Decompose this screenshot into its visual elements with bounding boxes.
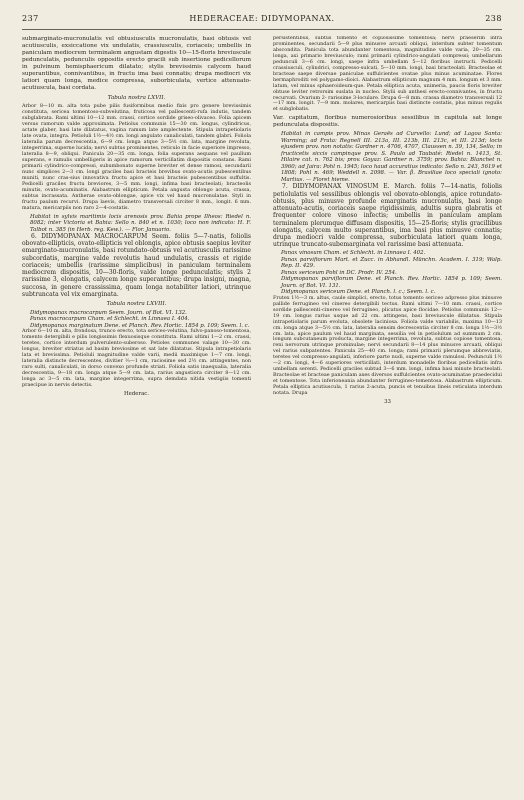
citation: Didymopanax marginatum Dene. et Planch. Rev. Hortic. 1854 p. 109; Seem. l. c. <box>30 322 250 329</box>
signature-mark: 33 <box>384 399 391 406</box>
plate-reference: Tabula nostra LXVIII. <box>106 300 167 307</box>
body-paragraph: 6. DIDYMOPANAX MACROCARPUM Seem. foliis 5—7-natis, foliolis obovato-ellipticis, ovato-ellipticis vel oblongis, apice obtusis saepius leviter emarginato-mucronulatis, basi rotundato-obtusis vel acutiusculis rarissime subcordatis, margine valde revolutis haud undulatis, crassis et rigide coriaceis; umbellis (rarissime simplicibus) in paniculam terminalem mediocrem dispositis, 10—30-floris, valde longe pedunculatis; stylis 2 rarissime 3, elongatis, calycem longe superantibus; drupa insigni, magna, succosa, in genere crassissima, quam longa notabiliter latiori, utrinque subtruncata vel vix emarginata. <box>22 233 251 298</box>
citation: Panax vinosum Cham. et Schlecht. in Linnaea I. 402. <box>281 250 426 257</box>
left-column <box>22 36 251 788</box>
citation: Panax sericeum Pohl in DC. Prodr. IV. 254. <box>281 269 397 276</box>
signature-mark: Hederac. <box>123 390 150 397</box>
left-page-number: 237 <box>22 14 39 23</box>
body-paragraph: submarginato-mucronulatis vel obtusiusculis mucronulatis, basi obtusis vel acutiusculis, exsiccatione vix undulatis, crassiusculis, coriaceis; umbellis in paniculam mediocrem terminalem angustam digestis 10—15-floris breviuscule pedunculatis, pedunculis oppositis erecto gracili sub insertione pedicellorum in pulvinum hemisphaericum dilatato; stylis brevissimis calycem haud superantibus, connivantibus, in fructu ima basi connatis; drupa mediocri vix latiori quam longa, medice compressa, suborbiculata, vertice attenuato-acutiuscula, basi cordata. <box>22 36 251 92</box>
citation: Panax parvifiorum Mart. et Zucc. in Abhandl. Münchn. Academ. I. 319; Walp. Rep. II. 429. <box>281 256 502 270</box>
description-paragraph: persistentibus, subtus tomento et copiosissime tomentosa; nervi praeserim infra prominentes, secundarii 5—9 plus minusve arcuati obliqui, interdum subter tomentum abscondita. Panicula tota abundanter tomentosa, magnitudine valde varia, 20—35 cm. longa, axi primario breviusculo; rami primarii cylindrico-angulati compressi; umbellarum pedunculi 3—6 cm. longi, saepe infra umbellam 5—12 floribus instructi. Pedicelli crassiusculi, cylindrici, compresso-sulcati, 5—10 mm. longi, basi bracteolati. Bracteolae et bracteae saepe diversae paniculae suffulcientes ovatae plus minus acuminatae. Flores hermaphroditi vel polygamo-dioici. Alabastrum ellipticum magnum 4 mm. longum et 3 mm. latum, vel minus sphaeroideum-que. Petala elliptica acuta, unimeria, paucis floris breviter obtuse leviter retrorsim suslata in nucleo. Stylii sub anthesi erecto-connivantes, in fructu recurvati. Ovarium 2- rarissime 3-loculare. Drupa 6—8 mm. crassa diametro transversali 12—17 mm. longit. 7—9 mm. molares, mericarpiis basi distincte costatis, plus minus regulis et subglobatis. <box>273 36 502 113</box>
citation: Didymopanax parviflorum Dene. et Planch. Rev. Hortic. 1854 p. 109; Seem. Journ. of Bot. VI. 131. <box>281 276 502 289</box>
citation: Habitat in sylvis maritimis locis arenosis prov. Bahia prope Ilheos: Riedel n. 8082; inter Victoria et Bahia: Sello n. 840 et n. 1030; loco non indicato: H. F. Talbot n. 385 (in Herb. reg. Kew.). — Flor. Januario. <box>30 213 251 233</box>
citation: Habitat in campis prov. Minas Geraës ad Curvello: Lund; ad Lagoa Santa: Warming; ad Frata: Regnell III. 213a, III. 213b, III. 213c, et III. 213d; locis ejusdem prov. non notatis: Gardner n. 4706, 4707, Claussen n. 39, 134, Sello; in fructicetis siccis campinque prov. S. Paulo ad Taubaté: Riedel n. 1413, St. Hilaire cat. n. 762 bis; prov. Goyaz: Gardner n. 3759; prov. Bahia: Blanchet n. 3960; ad Jaira: Pohl n. 1945; loco haud accuratius indicato: Sello n. 243, 5619 et 1808; Pohl n. 469; Weddell n. 2098. — Var. β. Brasiliae loco speciali ignoto: Martius. — Floret hieme. <box>281 131 502 183</box>
description-paragraph: Arbor 6—10 m. alta, frondosa, trunco erecto, tota sericeo-velutina, fulvo-panoso-tomentosa, tomento detergibili e pilis longissimis flexuosisque constituta. Rami ultimi 1—2 cm. crassi, teretes, cortice interdum pulverulento-suberoso. Petioles communes valage 10—30 cm. longus, breviter striatus ad basim breviosime et sat late dilatatus. Stipula intrapetiolaris lata et brevissima. Petioluli magnitudine valde varii, medii maximique 1—7 cm. longi, lateralia distincte decrescentes, divitier ⅓—1 cm, raciosime sed 2½ cm. attingentes, non raro sulti, canaliculati, in dorso convexo profunde striati. Foliola satis inaequalia, lateralia decrescentia, 9—18 cm. longa atque 5—9 cm. lata, rarius angustiora circiter 8—12 cm. longa ac 3—5 cm. lata, margine integerrima, supra demdata nitida vestigiis tomenti praecipue in nervis detectis. <box>22 328 251 389</box>
page-header <box>22 14 502 28</box>
body-paragraph: Var. capitatum, floribus numerosioribus sessilibus in capitula sat longe pedunculata dispositis. <box>273 115 502 129</box>
right-column <box>273 36 502 788</box>
running-title: HEDERACEAE: DIDYMOPANAX. <box>189 14 335 23</box>
header-rule <box>22 29 502 30</box>
citation: Didymopanax macrocarpum Seem. Journ. of Bot. VI. 132. <box>30 309 187 316</box>
body-paragraph: 7. DIDYMOPANAX VINOSUM E. March. foliis 7—14-natis, foliolis petiolulatis vel sessilibus oblongis vel obovato-oblongis, apice rotundato-obtusis, plus minusve profunde emarginatis mucronulatis, basi longe attenuato-acutis, coriaceis saepe rigidissimis, adultis supra glabratis et frequenter colore vinoso infectis; umbellis in paniculam amplam terminalem plerumque diffusam dispositis, 15—25-floris; stylis gracillibus elongatis, calycem multo superantibus, ima basi plus minusve connatis; drupa mediocri valde compressa, suborbiculata latiori quam longa, utrinque truncato-subemarginata vel rarissime basi attenuata. <box>273 183 502 249</box>
citation: Didymopanax sericeum Dene. et Planch. l. c.; Seem. l. c. <box>281 289 436 296</box>
citation: Panax macrocarpum Cham. et Schlecht. in Linnaea I. 404. <box>30 316 190 323</box>
description-paragraph: Arbor 8—10 m. alta tota pube pilis fusiformibus medio fixis pro genere brevissimis constituta, sericea tomentoso-subvelutina, fruticosa vel pallescenti-rufa indutis, tandem subglabrata. Rami ultimi 10—12 mm. crassi, cortice sordide griseo-olivaceo. Folia apicem versus ramorum valde approximata. Petiolus communis 15—30 cm. longus, cylindricus, actate glaber, basi late dilatatus, vagina ramum late amplectente. Stipula intrapetiolaris late ovata, integra. Petioluli 1½—4½ cm. longi angulato canaliculati, tandem glabri. Foliola lateralia parum decrescentia, 6—9 cm. longa atque 3—5½ cm. lata, margine revoluta, integerrima, superne lucida; nervi subtus prominentes, reticulo in facie superiore impresso, lateralia 8—9, obliqui. Panicula 20—35 cm. longa, folia superans aequans vel paullum superans, e ramulis umbelligeris in apice ramorum verticillatim dispositis constans. Rami primarii cylindrico-compressi, subumbonato superne breviter et dense ramosi, secundarii nunc simplices 2—3 cm. longi graciles basi bracteis brevibus ovato-acutis pubescentibus muniti, nunc cras-sius innovativa fructu apice et basi bracteis pubescentibus suffultis. Pedicelli graciles fructu breviores, 3—5 mm. longi, infima basi bracteolati; bracteolis minutis, ovato-acuminatis. Alabastrum ellipticum. Petala angusta oblongo acuta, crassa, subtus incrassata. Antherae ovato-oblongae, apice vix vel haud mucronulatae. Styli in fructu paulum recurvi. Drupa laevis, diametro transversali circiter 8 mm., longit. 6 mm. matura, mericarpiis non raro 2—4-costatis. <box>22 103 251 211</box>
right-page-number: 238 <box>485 14 502 23</box>
description-paragraph: Frutex 1½—3 m. altus, caule simplici, erecto, totus tomento sericeo adpresso plus minusve pallide ferrugineo vel cinereo detergibili tectus. Rami ultimi 7—10 mm. crassi, cortice sordide pallescenti-cinereo vel ferrugineo, plicatus apice flocidae. Petiolus communis 12—19 cm. longus rarius usque ad 22 cm. attingens, basi breviuscule dilatatus. Stipula intrapetiolaris parum evoluta, obsolete laciniosa. Foliola valde variabilis, maxima 10—13 cm. longa atque 3—5½ cm. lata, lateralia sensim decrescentia circiter 8 cm. longa 1½—3½ cm. lata, apice paulum vel haud marginata, sessilia vel in petiolulum ad summum 2 cm. longum subcutaneum producta, margine integerrima, revoluta, subtus copiose tomentosa, reni nervorum utrinque prominulae; nervi secundarii 8—14 plus minusve arcuati, obliqui vel rarius subpatentes. Panicula 25—40 cm. longa; rami primarii plerumque abbreviatis, teretes vel compresso-angulati, inferiore parte nudi, superne valde ramulosi. Pedunculi 1½—2 cm. longi, 4—6 superiores verticillati, interdum monadelle floribus pedicellatis infra umbellam serenti. Pedicelli graciles subtud 3—6 mm. longi, infima basi minute bracteolati. Bracteolae et bracteae paniculam axes diversos suffulcientes ovato-acuminatae praedecidui et tomentose. Tota inferioneania abundanter ferrugineo-tomentosa. Alabastrum ellipticum. Petala elliptica acutiuscula, 1 rarius 2-acuta, puncis et tenuibus lineis reticulata interdum notata. Drupa <box>273 294 502 397</box>
plate-reference: Tabula nostra LXVII. <box>107 95 166 102</box>
